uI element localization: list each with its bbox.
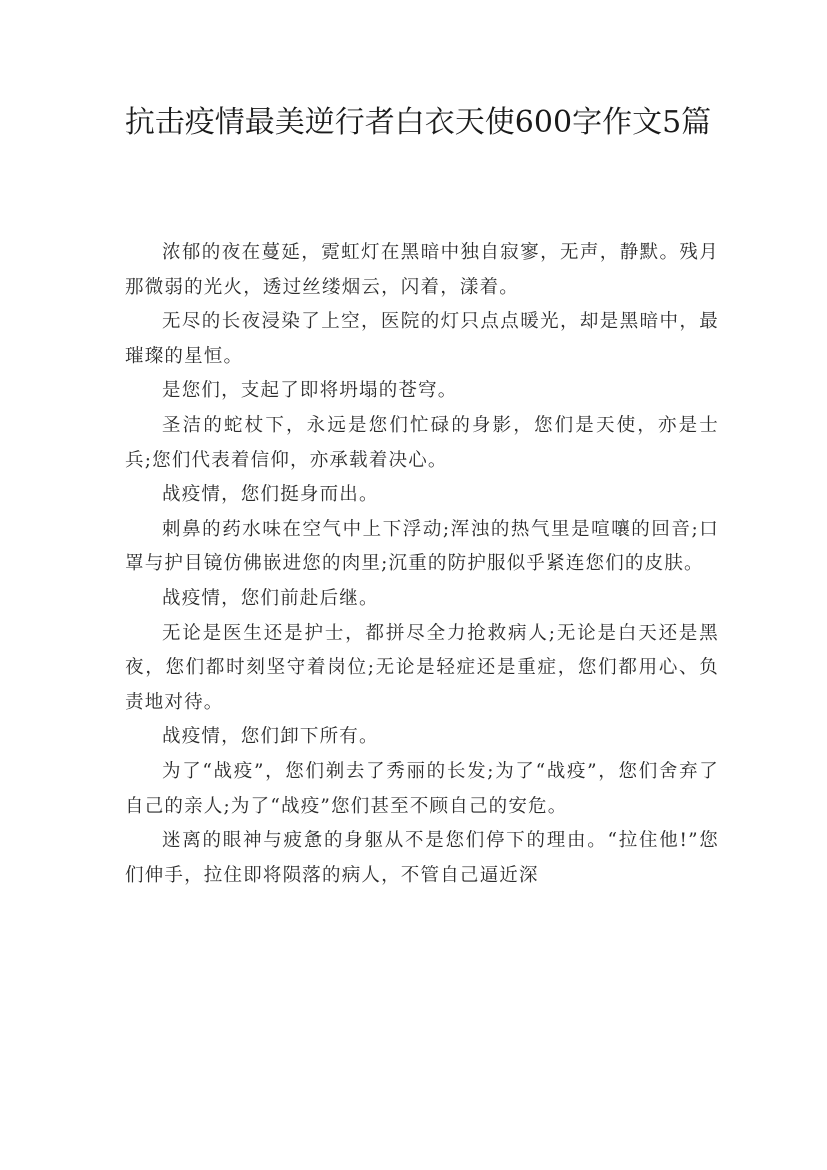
paragraph: 是您们，支起了即将坍塌的苍穹。: [162, 380, 458, 402]
paragraph: 无论是医生还是护士，都拼尽全力抢救病人;无论是白天还是黑夜，您们都时刻坚守着岗位;无论是轻症还是重症，您们都用心、负责地对待。: [125, 622, 719, 713]
document-title: 抗击疫情最美逆行者白衣天使600字作文5篇: [124, 105, 712, 140]
paragraph: 迷离的眼神与疲惫的身躯从不是您们停下的理由。“拉住他!”您们伸手，拉住即将陨落的病人，不管自己逼近深: [125, 830, 719, 886]
paragraph: 浓郁的夜在蔓延，霓虹灯在黑暗中独自寂寥，无声，静默。残月那微弱的光火，透过丝缕烟云，闪着，漾着。: [125, 242, 719, 298]
paragraph: 圣洁的蛇杖下，永远是您们忙碌的身影，您们是天使，亦是士兵;您们代表着信仰，亦承载着决心。: [125, 414, 719, 471]
paragraph: 为了“战疫”，您们剃去了秀丽的长发;为了“战疫”，您们舍弃了自己的亲人;为了“战疫”您们甚至不顾自己的安危。: [125, 760, 719, 817]
paragraph: 无尽的长夜浸染了上空，医院的灯只点点暖光，却是黑暗中，最璀璨的星恒。: [125, 311, 719, 367]
paragraph: 刺鼻的药水味在空气中上下浮动;浑浊的热气里是喧嚷的回音;口罩与护目镜仿佛嵌进您的肉里;沉重的防护服似乎紧连您们的皮肤。: [125, 518, 719, 575]
paragraph: 战疫情，您们前赴后继。: [162, 587, 379, 609]
paragraph: 战疫情，您们挺身而出。: [162, 484, 379, 506]
paragraph: 战疫情，您们卸下所有。: [162, 726, 379, 748]
document-body: [125, 236, 719, 893]
